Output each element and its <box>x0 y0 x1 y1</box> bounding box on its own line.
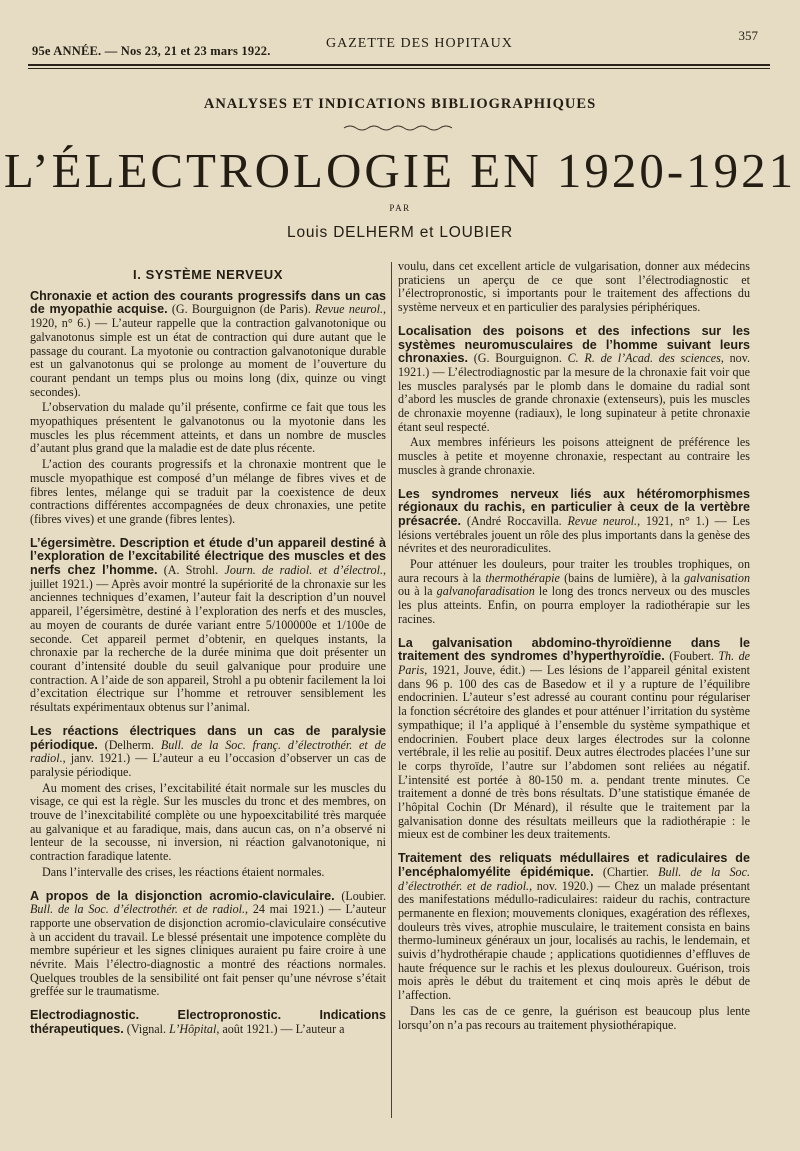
paragraph: L’observation du malade qu’il présente, confirme ce fait que tous les myopathiques présentent le galvanotonus ou la myotonie dans les muscles les plus récemment atteints, et dans un nombre de muscles d’autant plus grand que la maladie est de date plus récente. <box>30 400 386 456</box>
abstract-body: , 1921, Jouve, édit.) — Les lésions de l’appareil génital existent dans 96 p. 100 des cas de Basedow et il y a rupture de l’équilibre endocrinien. L’auteur s’est adressé au courant continu pour régulariser la fonction sécrétoire des glandes et pour atténuer l’irritation du système sympathique; il l’a appliqué à l’ensemble du système sympathique et endocrinien. Foubert place deux larges électrodes sur la colonne vertébrale, il les relie au positif. Deux autres électrodes placées l’une sur le corps thyroïde, l’autre sur l’abdomen sont reliées au négatif. L’intensité est portée à 80-150 m. a. pendant trente minutes. Ce traitement a donné de très bons résultats. D’une statistique émanée de l’hôpital Cochin (Dr Ménard), il résulte que le traitement par la galvanisation donne des résultats meilleurs que la radiothérapie : le mieux est de combiner les deux traitements. <box>398 662 750 842</box>
abstract-title: L’égersimètre. Description et étude d’un appareil destiné à l’exploration de l’excitabilité électrique des muscles et des nerfs chez l’homme. <box>30 535 386 578</box>
abstract-ref: (Loubier. <box>334 888 386 903</box>
abstract-title: A propos de la disjonction acromio-claviculaire. <box>30 888 335 903</box>
abstract-galvanisation <box>398 637 750 843</box>
paragraph: Au moment des crises, l’excitabilité était normale sur les muscles du visage, ce qui est la règle. Sur les muscles du tronc et des membres, on trouve de l’inexcitabilité complète ou une hypoexcitabilité très marquée au galvanique et au faradique, mais, dans aucun cas, on n’a observé ni lenteur de la secousse, ni inversion, ni réaction galvanotonique, ni contraction faradique latente. <box>30 780 386 864</box>
section-heading: I. SYSTÈME NERVEUX <box>133 267 283 282</box>
article-title: L’ÉLECTROLOGIE EN 1920-1921 <box>3 143 797 198</box>
abstract-body: , 24 mai 1921.) — L’auteur rapporte une observation de disjonction acromio-claviculaire consécutive à un accident du travail. Le blessé présentait une impotence complète du membre supérieur et les signes cliniques auraient pu faire croire à une névrite. Mais l’électro-diagnostic a montré des réactions normales. Quelques troubles de la sensibilité ont fait penser qu’une névrose s’était greffée sur le traumatisme. <box>30 902 386 999</box>
abstract-journal: Bull. de la Soc. d’électrothér. et de radiol. <box>30 902 246 917</box>
abstract-body: , août 1921.) — L’auteur a <box>216 1021 345 1036</box>
paragraph: Aux membres inférieurs les poisons atteignent de préférence les muscles à petite et moyenne chronaxie, respectant au contraire les muscles à grande chronaxie. <box>398 435 750 477</box>
left-column <box>30 260 386 1047</box>
paragraph: Dans l’intervalle des crises, les réactions étaient normales. <box>42 864 325 879</box>
italic-term: thermothérapie <box>485 570 560 585</box>
abstract-ref: (Delherm. <box>97 737 161 752</box>
journal-name: GAZETTE DES HOPITAUX <box>326 36 513 51</box>
right-column <box>398 260 750 1042</box>
abstract-journal: Th. de Paris <box>398 649 750 677</box>
abstract-body: , nov. 1921.) — L’électrodiagnostic par la mesure de la chronaxie fait voir que les muscles paralysés par le plomb dans le domaine du radial sont d’abord les muscles de grande chronaxie (extenseurs), puis les muscles de chronaxie moyenne (radiaux), le long supinateur à petite chronaxie étant seul respecté. <box>398 351 750 434</box>
text-run: le long des troncs nerveux ou des muscles les plus atteints. Enfin, on pourra employer la radiothérapie sur les racines. <box>398 584 750 626</box>
abstract-chronaxie <box>30 290 386 400</box>
abstract-localisation <box>398 325 750 435</box>
abstract-title: Les syndromes nerveux liés aux hétéromorphismes régionaux du rachis, en particulier à ceux de la vertèbre présacrée. <box>398 486 750 528</box>
ornament-rule-icon <box>342 122 458 134</box>
abstract-body: , juillet 1921.) — Après avoir montré la supériorité de la chronaxie sur les anciennes techniques d’examen, l’auteur fait la description d’un nouvel appareil, l’égersimètre, destiné à l’exploration des nerfs et des muscles, au moyen de courants de durée variant entre 5/100000e et 1/100e de seconde. Cet appareil permet d’obtenir, en quelques instants, la chronaxie par la recherche de la durée minima que doit présenter un courant d’intensité double du seuil galvanique pour produire une contraction. A l’aide de son appareil, Strohl a pu obtenir facilement la loi d’excitation électrique sur l’homme et retrouver sensiblement les résultats expérimentaux obtenus sur l’animal. <box>30 563 387 715</box>
abstract-journal: C. R. de l’Acad. des sciences <box>567 351 721 366</box>
abstract-title: Localisation des poisons et des infections sur les systèmes neuromusculaires de l’homme suivant leurs chronaxies. <box>398 323 750 366</box>
issue-line: 95e ANNÉE. — Nos 23, 21 et 23 mars 1922. <box>32 44 271 58</box>
abstract-body: , 1920, n° 6.) — L’auteur rappelle que la contraction galvanotonique ou galvanotonus simple est un état de contraction qui dure autant que le passage du courant. La myotonie ou contraction galvanotonique durable est un galvanotonus qui se prolonge au moment de l’ouverture du courant pendant un temps plus ou moins long (dix, quinze ou vingt secondes). <box>30 302 387 399</box>
header-rule-thick <box>28 64 770 66</box>
abstract-paralysie <box>30 725 386 780</box>
abstract-journal: Revue neurol. <box>567 513 638 528</box>
abstract-journal: Revue neurol. <box>315 302 383 317</box>
abstract-ref: (G. Bourguignon (de Paris). <box>167 302 316 317</box>
abstract-ref: (A. Strohl. <box>157 563 225 578</box>
abstract-journal: L’Hôpital <box>169 1021 217 1036</box>
abstract-journal: Bull. de la Soc. franç. d’électrothér. et de radiol. <box>30 737 386 766</box>
abstract-ref: (Chartier. <box>593 864 659 879</box>
by-line-par: PAR <box>389 203 411 213</box>
abstract-egersimetre <box>30 537 386 715</box>
column-divider <box>391 262 392 1118</box>
authors: Louis DELHERM et LOUBIER <box>287 224 513 241</box>
paragraph: L’action des courants progressifs et la chronaxie montrent que le muscle myopathique est composé d’un mélange de fibres vives et de fibres lentes, mélange qui se traduit par la coexistence de deux contractions différentes accompagnées de deux chronaxies, une petite (fibres vives) et une grande (fibres lentes). <box>30 457 386 526</box>
section-title: ANALYSES ET INDICATIONS BIBLIOGRAPHIQUES <box>203 96 597 112</box>
italic-term: galvanisation <box>684 570 750 585</box>
abstract-disjonction <box>30 890 386 1000</box>
abstract-journal: Journ. de radiol. et d’électrol. <box>224 563 383 578</box>
paragraph-treatment <box>398 558 750 627</box>
text-run: ou à la <box>398 584 437 599</box>
abstract-body: , janv. 1921.) — L’auteur a eu l’occasion d’observer un cas de paralysie périodique. <box>30 751 386 779</box>
header-rule-thin <box>28 68 770 69</box>
abstract-ref: (G. Bourguignon. <box>468 351 568 366</box>
abstract-title: Les réactions électriques dans un cas de paralysie périodique. <box>30 723 386 752</box>
italic-term: galvanofaradisation <box>436 584 535 599</box>
abstract-ref: (Vignal. <box>123 1021 170 1036</box>
paragraph: voulu, dans cet excellent article de vulgarisation, donner aux médecins praticiens un aperçu de ce que sont l’électrodiagnostic et l’électropronostic, si importants pour le traitement des affections du système nerveux et en particulier des paralysies périphériques. <box>398 259 750 315</box>
page-number: 357 <box>738 28 758 43</box>
text-run: (bains de lumière), à la <box>559 570 685 585</box>
abstract-ref: (Foubert. <box>664 649 719 664</box>
abstract-syndromes <box>398 488 750 557</box>
abstract-title: Chronaxie et action des courants progressifs dans un cas de myopathie acquise. <box>30 288 386 317</box>
abstract-body: , 1921, n° 1.) — Les lésions vertébrales jouent un rôle des plus importants dans la genèse des névrites et des neuroradiculites. <box>398 513 751 556</box>
paragraph: Dans les cas de ce genre, la guérison est beaucoup plus lente lorsqu’on n’a pas recours au traitement physiothérapique. <box>398 1003 750 1032</box>
abstract-title: Traitement des reliquats médullaires et radiculaires de l’encéphalomyélite épidémique. <box>398 851 750 879</box>
abstract-title: Electrodiagnostic. Electropronostic. Indications thérapeutiques. <box>30 1008 386 1036</box>
abstract-journal: Bull. de la Soc. d’électrothér. et de radiol. <box>398 864 750 893</box>
abstract-ref: (André Roccavilla. <box>461 513 568 528</box>
abstract-reliquats <box>398 852 750 1003</box>
abstract-title: La galvanisation abdomino-thyroïdienne dans le traitement des syndromes d’hyperthyroïdie. <box>398 635 750 664</box>
abstract-body: , nov. 1920.) — Chez un malade présentant des manifestations médullo-radiculaires: raideur du rachis, contracture permanente en flexion; mouvements cloniques, exagération des réflexes, douleurs très vives, atrophie musculaire, le traitement consista en bains thermo-lumineux généraux un jour, localisés au rachis, le lendemain, et suivis d’hydrothérapie chaude ; applications quotidiennes d’effluves de haute fréquence sur le rachis et les plexus douloureux. Guérison, trois mois après le début du traitement et cinq mois après le début de l’affection. <box>398 878 750 1003</box>
abstract-electrodiagnostic <box>30 1009 386 1036</box>
text-run: Pour atténuer les douleurs, pour traiter les troubles trophiques, on aura recours à la <box>398 557 750 585</box>
